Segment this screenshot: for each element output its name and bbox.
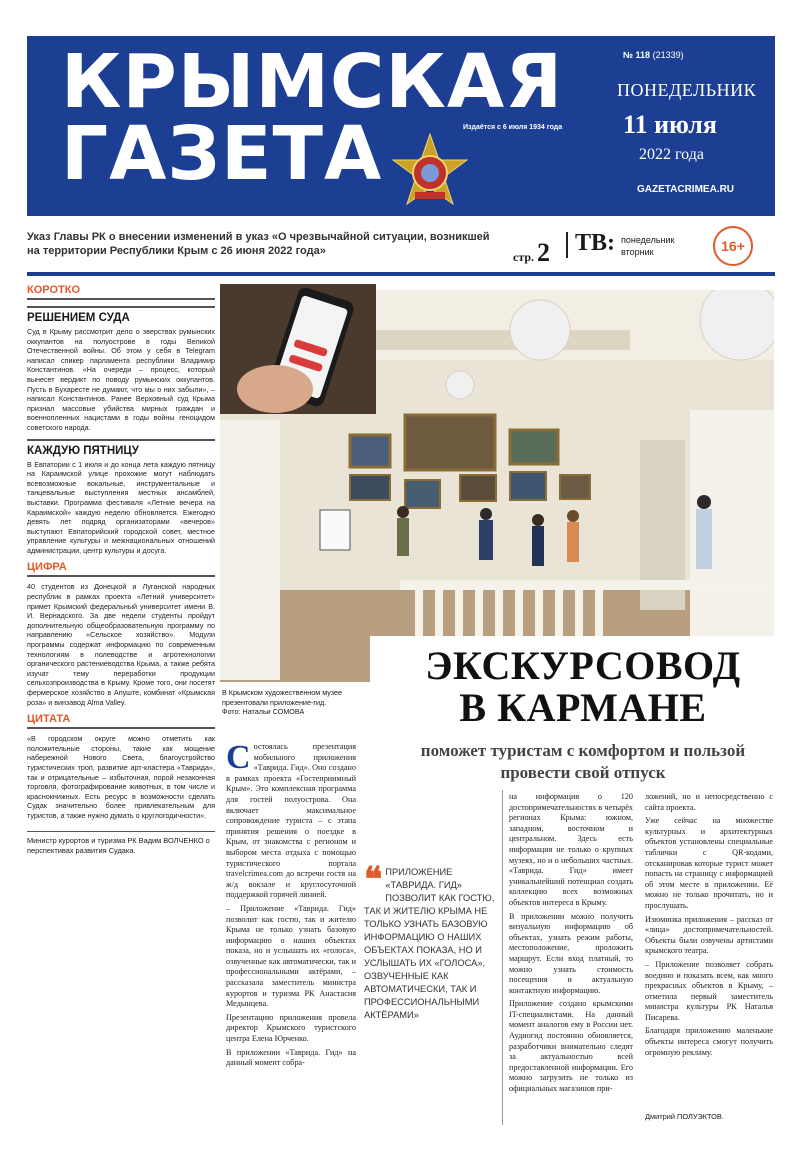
site-link[interactable]: GAZETACRIMEA.RU [637,184,735,195]
age-rating-badge: 16+ [713,226,753,266]
news-text: 40 студентов из Донецкой и Луганской народных республик в рамках проекта «Летний университет» примет Крымский федеральный университет имени В. И. Вернадского. За две недели студенты пройдут дополнительную общеобразовательную программу по направлению «Сельское хозяйство». Модули программы содержат информацию по современным технологиям в полеводстве и агротехнологии органического растениеводства Крыма, а также ребята изучат тему переработки продукции сельхозпроизводства в Крыму. Кроме того, они посетят фермерское хозяйство в Апуште, комбинат «Крымская роза» и винзавод Alma Valley. [27,582,215,707]
newspaper-title [61,39,564,197]
smartphone-photo [220,284,376,414]
section-label-quote: ЦИТАТА [27,713,215,729]
announce-text[interactable]: Указ Главы РК о внесении изменений в указ «О чрезвычайной ситуации, возникшей на территории Республики Крым с 26 июня 2022 года» [27,231,490,257]
since-note: Издаётся с 6 июля 1934 года [463,124,563,131]
title-line-2: ГАЗЕТА [61,111,383,197]
article-subheadline: поможет туристам с комфортом и пользой провести свой отпуск [420,741,746,782]
issue-number: № 118 (21339) [623,50,684,60]
section-label-figure: ЦИФРА [27,561,215,577]
title-line-1: КРЫМСКАЯ [61,39,564,125]
quote-text: «В городском округе можно отметить как положительные стороны, такие как мощение набережной Нового Света, благоустройство туристических троп, развитие арт-кластера «Таврида», так и отрицательные – избыточная, порой незаконная торговля, фотографирование животных, в том числе и краснокнижных. Есть ресурс в возможности сделать Судак значительно более привлекательным для туристов, а также нужно думать о круглогодичности». [27,734,215,820]
separator [566,232,568,258]
pull-quote: ❝ ПРИЛОЖЕНИЕ «ТАВРИДА. ГИД» ПОЗВОЛИТ КАК ГОСТЮ, ТАК И ЖИТЕЛЮ КРЫМА НЕ ТОЛЬКО УЗНАТЬ БАЗОВУЮ ИНФОРМАЦИЮ О НАШИХ ОБЪЕКТАХ ПОКАЗА, НО И УСЛЫШАТЬ ИХ «ГОЛОСА», ОЗВУЧЕННЫЕ КАК АВТОМАТИЧЕСКИ, ТАК И ПРОФЕССИОНАЛЬНЫМИ АКТЁРАМИ» [364,860,495,1020]
masthead [27,36,775,216]
quote-attribution: Министр курортов и туризма РК Вадим ВОЛЧЕНКО о перспективах развития Судака. [27,831,215,856]
quote-mark-icon: ❝ [364,860,383,900]
tv-days: понедельник вторник [621,235,675,257]
tv-label: ТВ: [575,230,616,256]
weekday: ПОНЕДЕЛЬНИК [617,80,757,100]
article-column-1: Состоялась презентация мобильного приложения «Таврида. Гид». Оно создано в рамках проекта «Гостеприимный Крым». Это комплексная программа для гостей полуострова. Она включает максимальное сопровождение туриста – с этапа принятия решения о поездке в Крым, от знакомства с регионом и выбором места отдыха с помощью туристического портала travelcrimea.com до встречи гостя на ж/д вокзале и круглосуточной поддержкой горячей линией. – Приложение «Таврида. Гид» позволит как гостю, так и жителю Крыма не только узнать базовую информацию о наших объектах показа, но и услышать их «голоса», озвученные как автоматически, так и профессиональными актёрами, – рассказала заместитель министра курортов и туризма РК Анастасия Медынцева. Презентацию приложения провела директор Крымского туристского центра Елена Юрченко. В приложении «Таврида. Гид» на данный момент собра- [226,739,356,1068]
announce-strip [27,226,775,272]
issue-date: 11 июля [623,110,717,139]
announce-page-ref: стр. 2 [513,238,551,267]
news-headline: РЕШЕНИЕМ СУДА [27,306,215,324]
drop-cap: С [226,739,251,776]
news-text: Суд в Крыму рассмотрит дело о зверствах румынских оккупантов на полуострове в годы Великой Отечественной войны. Об этом у себя в Telegram написал спикер парламента республики Владимир Константинов. «На очереди – процесс, который вынесет вердикт по поводу румынских оккупантов. Пусть в Бухаресте не думают, что мы о них забыли», – написал Константинов. Ранее Верховный суд Крыма признал массовые убийства мирных граждан и военнопленных нацистами в годы войны геноцидом советского народа. [27,327,215,432]
sidebar-news [27,284,215,1129]
order-emblem-icon [389,132,471,214]
news-text: В Евпатории с 1 июля и до конца лета каждую пятницу на Караимской улице прохожие могут наблюдать всевозможные вокальные, инструментальные и танцевальные выступления местных ансамблей, выставки. Программа фестиваля «Летние вечера на Караимской» каждую неделю обновляется. Ежегодно девять лет подряд организаторами «вечеров» выступают Евпаторийский городской совет, местное управление культуры и межнациональных отношений администрации, центр культуры и досуга. [27,459,215,555]
article-column-2: на информация о 120 достопримечательностях в четырёх регионах Крыма: южном, западном, восточном и центральном. Здесь есть информация не только о крупных музеях, но и о небольших частных. «Таврида. Гид» имеет уникальнейший потенциал создать коллекцию всех возможных объектов интереса в Крыму. В приложении можно получить визуальную информацию об объектах, узнать режим работы, местоположение, проложить маршрут. Если вход платный, то можно узнать стоимость посещения и актуальную контактную информацию. Приложение создано крымскими IT-специалистами. На данный момент аналогов ему в России нет. Аудиогид постоянно обновляется, разработчики внимательно следят за актуальностью всей предоставленной информации. Его можно загрузить не только из официальных магазинов при- [509,792,633,1094]
divider [27,272,775,276]
divider [502,790,503,1125]
section-label-short: КОРОТКО [27,284,215,300]
article-headline: ЭКСКУРСОВОД В КАРМАНЕ [425,643,741,730]
issue-year: 2022 года [639,146,704,163]
article-author: Дмитрий ПОЛУЭКТОВ. [645,1112,724,1121]
photo-credit: Фото: Натальи СОМОВА [222,707,305,716]
news-headline: КАЖДУЮ ПЯТНИЦУ [27,439,215,457]
article-column-3: ложений, но и непосредственно с сайта проекта. Уже сейчас на множестве культурных и архитектурных объектов установлены специальные таблички с QR-кодами, отсканировав которые турист может попасть на страницу с информацией об этом месте в приложении. Её можно не только прочитать, но и прослушать. Изюминка приложения – рассказ от «лица» достопримечательностей. Объекты были озвучены артистами крымского театра. – Приложение позволяет собрать воедино и показать всем, как много прекрасных объектов в Крыму, – отметила первый заместитель министра культуры РК Наталья Писарева. Благодаря приложению маленькие объекты интереса смогут получить огромную рекламу. [645,792,773,1057]
photo-caption: В Крымском художественном музее презентовали приложение-гид. Фото: Натальи СОМОВА [222,688,362,717]
